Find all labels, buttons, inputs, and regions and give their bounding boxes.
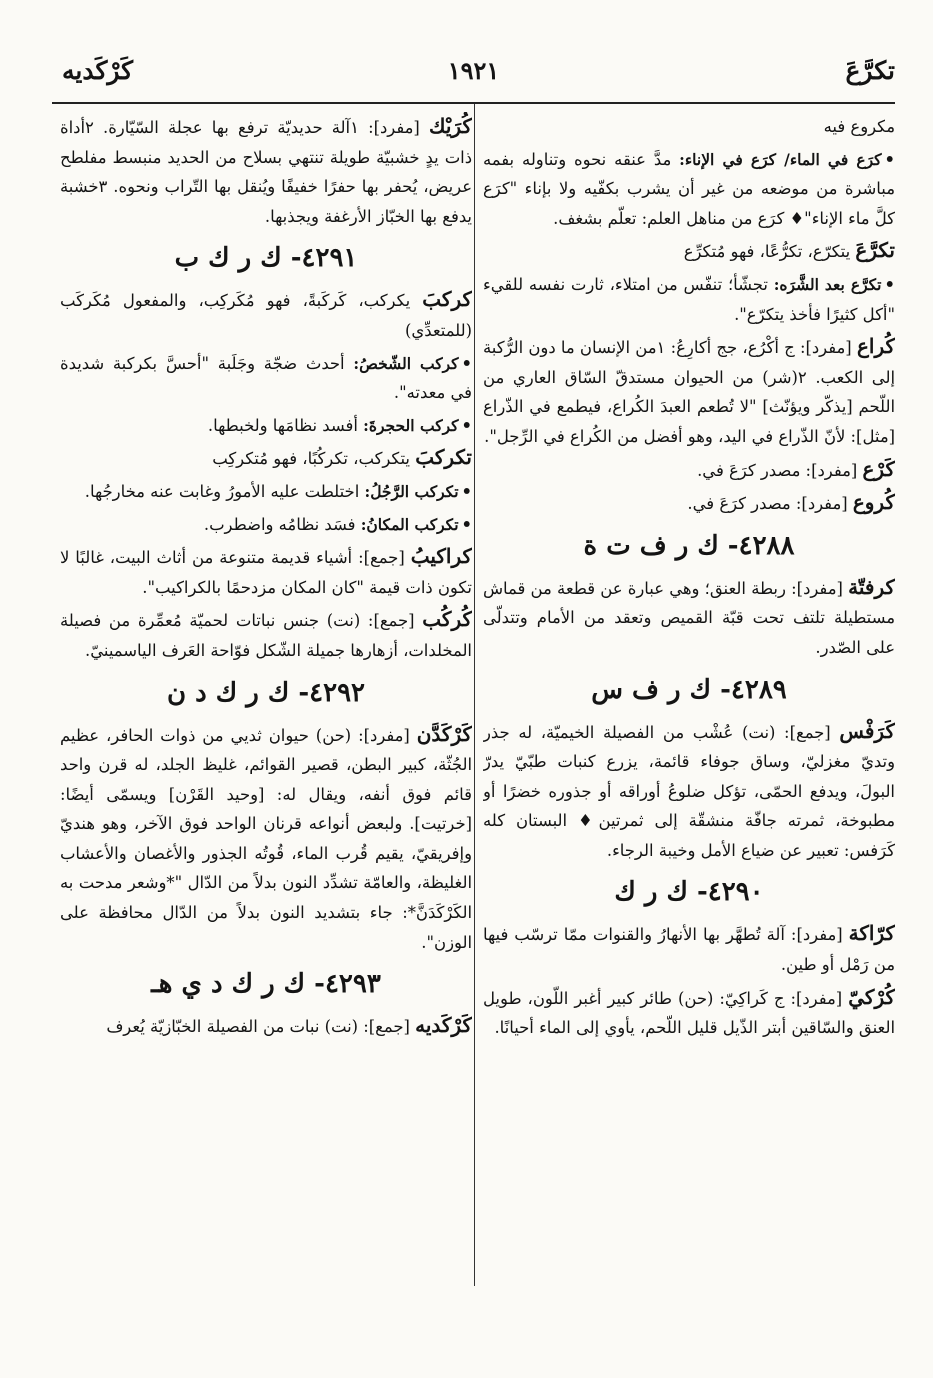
dictionary-entry <box>483 573 895 663</box>
right-column <box>483 112 895 1292</box>
dictionary-entry <box>60 1011 472 1042</box>
sense-head: كركب الشّخصُ: <box>353 353 459 373</box>
headword: كَرَفْس <box>839 718 895 743</box>
definition-text: [جمع]: أشياء قديمة متنوعة من أثاث البيت، غالبًا لا تكون ذات قيمة "كان المكان مزدحمًا بالكراكيب". <box>60 548 472 597</box>
headword: كُراع <box>856 334 895 359</box>
definition-text: [مفرد]: ١آلة حديديّة ترفع بها عجلة السّيّارة. ٢أداة ذات يدٍ خشبيّة طويلة تنتهي بسلاح من الحديد منبسط مفلطح عريض، يُحفر بها حفرًا خفيفًا ويُنقل بها التّراب ونحوه. ٣خشبة يدفع بها الخبّاز الأرغفة ويجذبها. <box>60 118 472 226</box>
headword: كُركُب <box>422 607 472 632</box>
headword: كَرْع <box>862 456 895 481</box>
root-heading: ٤٢٩١- ك ر ك ب <box>174 243 358 274</box>
dictionary-entry <box>483 488 895 519</box>
root-heading: ٤٢٨٩- ك ر ف س <box>591 674 787 705</box>
dictionary-entry <box>60 112 472 231</box>
headword: كُروع <box>852 490 895 515</box>
headword: كراكيبُ <box>410 544 472 569</box>
bullet-icon: • <box>461 415 472 435</box>
dictionary-entry <box>60 720 472 958</box>
dictionary-entry <box>60 605 472 665</box>
bullet-icon: • <box>461 481 472 501</box>
text-line: مكروع فيه <box>823 117 895 136</box>
sense-head: تكركب الرَّجُلُ: <box>364 481 459 501</box>
sense-head: كركب الحجرةَ: <box>363 415 459 435</box>
sense-head: كرَع في الماء/ كرَع في الإناء: <box>679 149 882 169</box>
definition-text: تجشّأ؛ تنفّس من امتلاء، ثارت نفسه للقيء "أكل كثيرًا فأخذ يتكرّع". <box>483 274 895 324</box>
definition-text: أحدث ضجّة وجَلَبة "أحسَّ بكركبة شديدة في معدته". <box>60 353 472 403</box>
sense-entry <box>483 270 895 329</box>
definition-text: أفسد نظامَها ولخبطها. <box>207 415 364 435</box>
dictionary-entry <box>483 332 895 451</box>
sense-head: تكركب المكانُ: <box>360 514 459 534</box>
headword: كَرْكَدَّن <box>416 721 472 746</box>
header-right-guide-word: تكرَّعَ <box>845 56 895 85</box>
definition-text: [مفرد]: ج أكْرُع، جج أكارِعُ: ١من الإنسان ما دون الرُّكبة إلى الكعب. ٢(شر) من الحيوان مستدقّ السّاق العاري من اللّحم [يذكّر ويؤنّث] "لا تُطعم العبدَ الكُراع، فيطمع في الذّراع [مثل]: لأنّ الذّراع في اليد، وهو أفضل من الكُراع في الرِّجل". <box>483 338 895 446</box>
column-divider <box>474 104 475 1286</box>
sense-head: تكرَّع بعد الشَّرَه: <box>773 274 882 294</box>
root-heading: ٤٢٨٨- ك ر ف ت ة <box>583 530 795 561</box>
sense-entry <box>483 145 895 234</box>
page-number: ١٩٢١ <box>447 56 500 85</box>
left-column <box>60 112 472 1292</box>
definition-text: [مفرد]: مصدر كرَعَ في. <box>687 494 853 514</box>
definition-text: مدَّ عنقه نحوه وتناوله بفمه مباشرة من موضعه من غير أن يشرب بكفّيه ولا بإناء "كرَع كلَّ ماء الإناء"♦ كرَع من مناهل العلم: تعلّم بشغف. <box>483 149 895 228</box>
bullet-icon: • <box>461 514 472 534</box>
sense-entry <box>60 411 472 441</box>
headword: تكركبَ <box>415 445 472 470</box>
headword: كُرَيْك <box>429 114 472 138</box>
page-header <box>52 50 895 104</box>
headword: كرفتّة <box>848 574 895 599</box>
dictionary-entry <box>60 285 472 345</box>
root-heading: ٤٢٩٠- ك ر ك <box>614 877 764 908</box>
dictionary-entry <box>60 542 472 602</box>
bullet-icon: • <box>884 274 895 294</box>
header-left-guide-word: كَرْكَديه <box>62 56 134 85</box>
dictionary-entry <box>483 236 895 267</box>
headword: تكرَّعَ <box>855 238 895 263</box>
definition-text: يتكركب، تكركُبًا، فهو مُتكركِب <box>212 449 416 469</box>
definition-text: يتكرّع، تكرُّعًا، فهو مُتكرِّع <box>683 242 856 262</box>
dictionary-entry <box>483 919 895 979</box>
sense-entry <box>60 349 472 408</box>
headword: كَرْكَديه <box>415 1013 472 1038</box>
definition-text: [مفرد]: آلة تُطهَّر بها الأنهارُ والقنوات ممّا ترسّب فيها من رَمْل أو طين. <box>483 925 895 975</box>
definition-text: اختلطت عليه الأمورُ وغابت عنه مخارجُها. <box>84 481 365 501</box>
definition-text: فسَد نظامُه واضطرب. <box>203 514 361 534</box>
headword: كركبَ <box>422 287 472 312</box>
dictionary-entry <box>483 717 895 866</box>
definition-text: [مفرد]: ج كَراكِيّ: (حن) طائر كبير أغبر اللّون، طويل العنق والسّاقين أبتر الذّيل قليل اللّحم، يأوي إلى الماء أحيانًا. <box>483 988 895 1038</box>
sense-entry <box>60 477 472 507</box>
definition-text: [مفرد]: (حن) حيوان ثديي من ذوات الحافر، عظيم الجُثّة، كبير البطن، قصير القوائم، غليظ الجلد، له قرن واحد قائم فوق أنفه، ويقال له: [وحيد القَرْن] ويسمّى أيضًا: [خرتيت]. ولبعض أنواعه قرنان الواحد فوق الآخر، وهو هنديّ وإفريقيّ، يقيم قُرب الماء، قُوتُه الجذور والأغصان والأعشاب الغليظة، والعامّة تشدِّد النون بدلاً من الدّال "*وشعر مدحت به الكَرْكَدَنَّ*: جاء بتشديد النون بدلاً من الدّال محافظة على الوزن". <box>60 725 472 952</box>
definition-text: [مفرد]: ربطة العنق؛ وهي عبارة عن قطعة من قماش مستطيلة تلتف تحت قبّة القميص وتعقد من الأمام وتتدلّى على الصّدر. <box>483 578 895 657</box>
bullet-icon: • <box>884 149 895 169</box>
definition-text: [جمع]: (نت) عُشْب من الفصيلة الخيميّة، له جذر وتديّ مغزليّ، وساق جوفاء قائمة، يزرع كنبات طبّيّ يدرّ البولَ، ويدفع الحمّى، تؤكل ضلوعُ أوراقه أو جذوره خضرًا أو مطبوخة، ثمرته جافّة منشقّة إلى ثمرتين♦ البستان كله كَرَفس: تعبير عن ضياع الأمل وخيبة الرجاء. <box>483 722 895 860</box>
sense-entry <box>60 510 472 540</box>
bullet-icon: • <box>461 353 472 373</box>
definition-text: يكركب، كَركَبةً، فهو مُكَركِب، والمفعول مُكَركَب (للمتعدِّي) <box>60 291 472 340</box>
definition-text: [جمع]: (نت) نبات من الفصيلة الخبّازيّة يُعرف <box>106 1017 416 1037</box>
headword: كُرْكيّ <box>848 984 895 1009</box>
root-heading: ٤٢٩٢- ك ر ك د ن <box>167 677 365 708</box>
headword: كرّاكة <box>848 921 895 946</box>
definition-text: [جمع]: (نت) جنس نباتات لحميّة مُعمِّرة من فصيلة المخلدات، أزهارها جميلة الشّكل فوّاحة العَرف الياسمينيّ. <box>60 611 472 660</box>
definition-text: [مفرد]: مصدر كرَعَ في. <box>697 460 863 480</box>
root-heading: ٤٢٩٣- ك ر ك د ي هـ <box>151 969 381 1000</box>
dictionary-entry <box>483 983 895 1043</box>
dictionary-entry <box>60 443 472 474</box>
dictionary-entry <box>483 455 895 486</box>
